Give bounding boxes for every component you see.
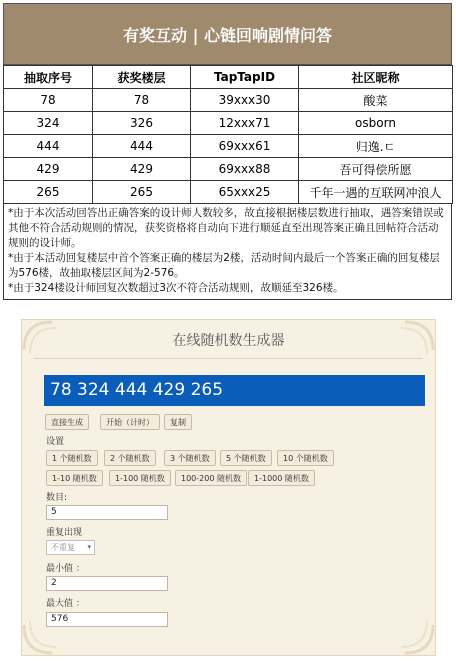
preset-10-numbers-button[interactable]: 10 个随机数 — [277, 450, 334, 466]
table-row — [4, 158, 453, 181]
cell-nickname: osborn — [299, 112, 453, 135]
max-value-input[interactable]: 576 — [46, 612, 168, 627]
table-header-row — [4, 66, 453, 89]
cell-draw-number: 429 — [4, 158, 93, 181]
table-row — [4, 89, 453, 112]
min-label: 最小值 ： — [46, 564, 85, 574]
chevron-down-icon: ▾ — [87, 543, 91, 551]
cell-nickname: 酸菜 — [299, 89, 453, 112]
cell-nickname: 千年一遇的互联网冲浪人 — [299, 181, 453, 204]
cell-winning-floor: 326 — [93, 112, 191, 135]
cell-taptap-id: 69xxx88 — [191, 158, 299, 181]
note-text: *由于324楼设计师回复次数超过3次不符合活动规则，故顺延至326楼。 — [8, 282, 344, 294]
range-1-10-button[interactable]: 1-10 随机数 — [46, 470, 103, 486]
col-header-winning-floor: 获奖楼层 — [93, 66, 191, 89]
corner-ornament-icon — [375, 595, 435, 655]
col-header-nickname: 社区昵称 — [299, 66, 453, 89]
cell-taptap-id: 12xxx71 — [191, 112, 299, 135]
cell-nickname: 吾可得偿所愿 — [299, 158, 453, 181]
cell-draw-number: 444 — [4, 135, 93, 158]
note-text: *由于本次活动回答出正确答案的设计师人数较多，故直接根据楼层数进行抽取，遇答案错误或其他不符合活动规则的情况，获奖资格将自动向下进行顺延直至出现答案正确且回帖符合活动规则的设计师。 — [8, 207, 444, 249]
preset-1-number-button[interactable]: 1 个随机数 — [46, 450, 98, 466]
table-row — [4, 112, 453, 135]
start-timed-button[interactable]: 开始（计时） — [100, 414, 160, 430]
generator-title: 在线随机数生成器 — [172, 333, 285, 349]
cell-nickname: 归逸.ㄷ — [299, 135, 453, 158]
cell-winning-floor: 265 — [93, 181, 191, 204]
settings-label: 设置 — [46, 437, 65, 447]
range-100-200-button[interactable]: 100-200 随机数 — [175, 470, 247, 486]
random-number-generator — [21, 319, 436, 656]
count-label: 数目: — [46, 493, 68, 503]
cell-draw-number: 324 — [4, 112, 93, 135]
cell-winning-floor: 429 — [93, 158, 191, 181]
preset-5-numbers-button[interactable]: 5 个随机数 — [220, 450, 272, 466]
preset-2-numbers-button[interactable]: 2 个随机数 — [104, 450, 156, 466]
cell-taptap-id: 65xxx25 — [191, 181, 299, 204]
col-header-draw-number: 抽取序号 — [4, 66, 93, 89]
table-row — [4, 181, 453, 204]
table-row — [4, 135, 453, 158]
corner-ornament-icon — [22, 320, 82, 380]
note-text: *由于本活动回复楼层中首个答案正确的楼层为2楼，活动时间内最后一个答案正确的回复楼层为576楼，故抽取楼层区间为2-576。 — [8, 252, 440, 279]
copy-button[interactable]: 复制 — [164, 414, 192, 430]
result-display: 78 324 444 429 265 — [44, 375, 425, 406]
repeat-select-value: 不重复 — [51, 543, 75, 552]
range-1-100-button[interactable]: 1-100 随机数 — [109, 470, 171, 486]
corner-ornament-icon — [375, 320, 435, 380]
min-value-input[interactable]: 2 — [46, 576, 168, 591]
range-1-1000-button[interactable]: 1-1000 随机数 — [248, 470, 315, 486]
cell-draw-number: 78 — [4, 89, 93, 112]
cell-draw-number: 265 — [4, 181, 93, 204]
count-input[interactable]: 5 — [46, 505, 168, 520]
banner-title: 有奖互动 | 心链回响剧情问答 — [3, 3, 452, 65]
winners-table — [3, 65, 453, 204]
col-header-taptap-id: TapTapID — [191, 66, 299, 89]
announcement — [3, 3, 452, 300]
repeat-label: 重复出现 — [46, 528, 83, 538]
max-label: 最大值 ： — [46, 599, 85, 609]
repeat-select[interactable] — [46, 540, 95, 555]
preset-3-numbers-button[interactable]: 3 个随机数 — [164, 450, 216, 466]
cell-winning-floor: 78 — [93, 89, 191, 112]
cell-taptap-id: 39xxx30 — [191, 89, 299, 112]
direct-generate-button[interactable]: 直接生成 — [45, 414, 89, 430]
cell-winning-floor: 444 — [93, 135, 191, 158]
rules-notes — [3, 204, 452, 300]
cell-taptap-id: 69xxx61 — [191, 135, 299, 158]
title-divider — [34, 358, 423, 359]
